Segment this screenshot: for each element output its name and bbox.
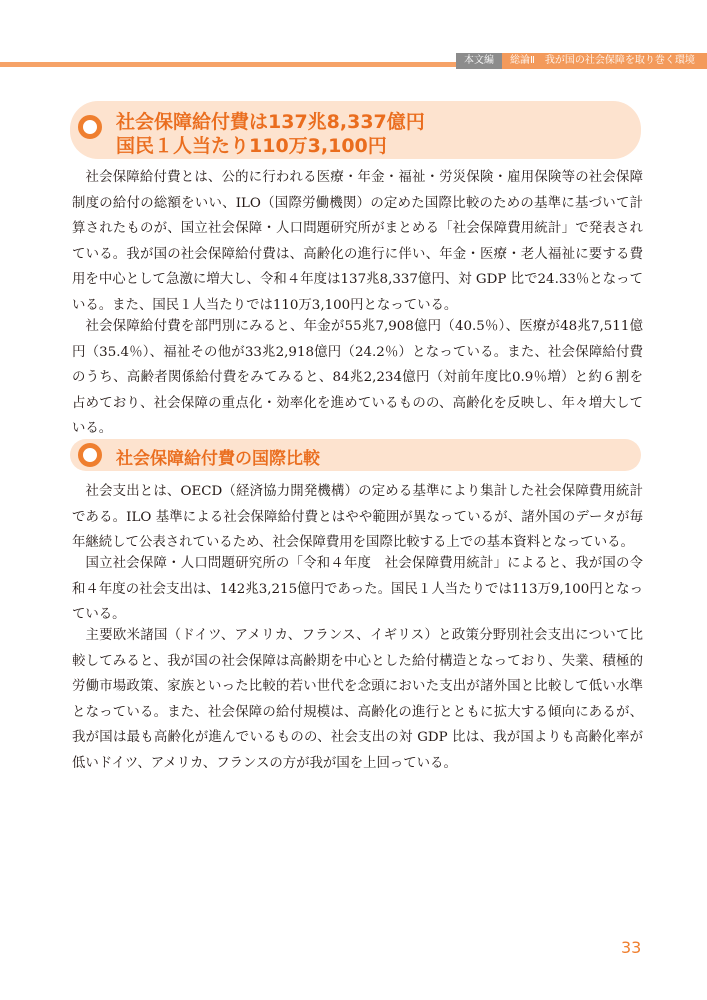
section2-heading bbox=[70, 439, 641, 471]
section2-heading-text: 社会保障給付費の国際比較 bbox=[116, 449, 320, 469]
page-number: 33 bbox=[621, 938, 642, 957]
section1-heading-line2: 国民１人当たり110万3,100円 bbox=[116, 135, 387, 157]
section2-paragraph-2: 国立社会保障・人口問題研究所の「令和４年度 社会保障費用統計」によると、我が国の令和４年度の社会支出は、142兆3,215億円であった。国民１人当たりでは113万9,100円となっている。 bbox=[72, 556, 643, 622]
section1-paragraph-2: 社会保障給付費を部門別にみると、年金が55兆7,908億円（40.5％）、医療が48兆7,511億円（35.4％）、福祉その他が33兆2,918億円（24.2％）となっている。また、社会保障給付費のうち、高齢者関係給付費をみてみると、84兆2,234億円（対前年度比0.9％増）と約６割を占めており、社会保障の重点化・効率化を進めているものの、高齢化を反映し、年々増大している。 bbox=[72, 319, 643, 436]
circle-bullet-icon bbox=[78, 443, 102, 467]
section1-paragraph-1: 社会保障給付費とは、公的に行われる医療・年金・福祉・労災保険・雇用保険等の社会保障制度の給付の総額をいい、ILO（国際労働機関）の定めた国際比較のための基準に基づいて計算されたものが、国立社会保障・人口問題研究所がまとめる「社会保障費用統計」で発表されている。我が国の社会保障給付費は、高齢化の進行に伴い、年金・医療・老人福祉に要する費用を中心として急激に増大し、令和４年度は137兆8,337億円、対 GDP 比で24.33％となっている。また、国民１人当たりでは110万3,100円となっている。 bbox=[72, 170, 643, 313]
chapter-tag: 総論Ⅱ 我が国の社会保障を取り巻く環境 bbox=[502, 53, 707, 69]
section2-paragraph-3: 主要欧米諸国（ドイツ、アメリカ、フランス、イギリス）と政策分野別社会支出について比較してみると、我が国の社会保障は高齢期を中心とした給付構造となっており、失業、積極的労働市場政策、家族といった比較的若い世代を念頭においた支出が諸外国と比較して低い水準となっている。また、社会保障の給付規模は、高齢化の進行とともに拡大する傾向にあるが、我が国は最も高齢化が進んでいるものの、社会支出の対 GDP 比は、我が国よりも高齢化率が低いドイツ、アメリカ、フランスの方が我が国を上回っている。 bbox=[72, 628, 643, 771]
section2-paragraph-1: 社会支出とは、OECD（経済協力開発機構）の定める基準により集計した社会保障費用統計である。ILO 基準による社会保障給付費とはやや範囲が異なっているが、諸外国のデータが毎年継続して公表されているため、社会保障費用を国際比較する上での基本資料となっている。 bbox=[72, 484, 643, 550]
circle-bullet-icon bbox=[78, 115, 102, 139]
section1-heading-line1: 社会保障給付費は137兆8,337億円 bbox=[116, 111, 425, 133]
section1-heading bbox=[70, 101, 641, 159]
section-tag: 本文編 bbox=[456, 53, 502, 69]
